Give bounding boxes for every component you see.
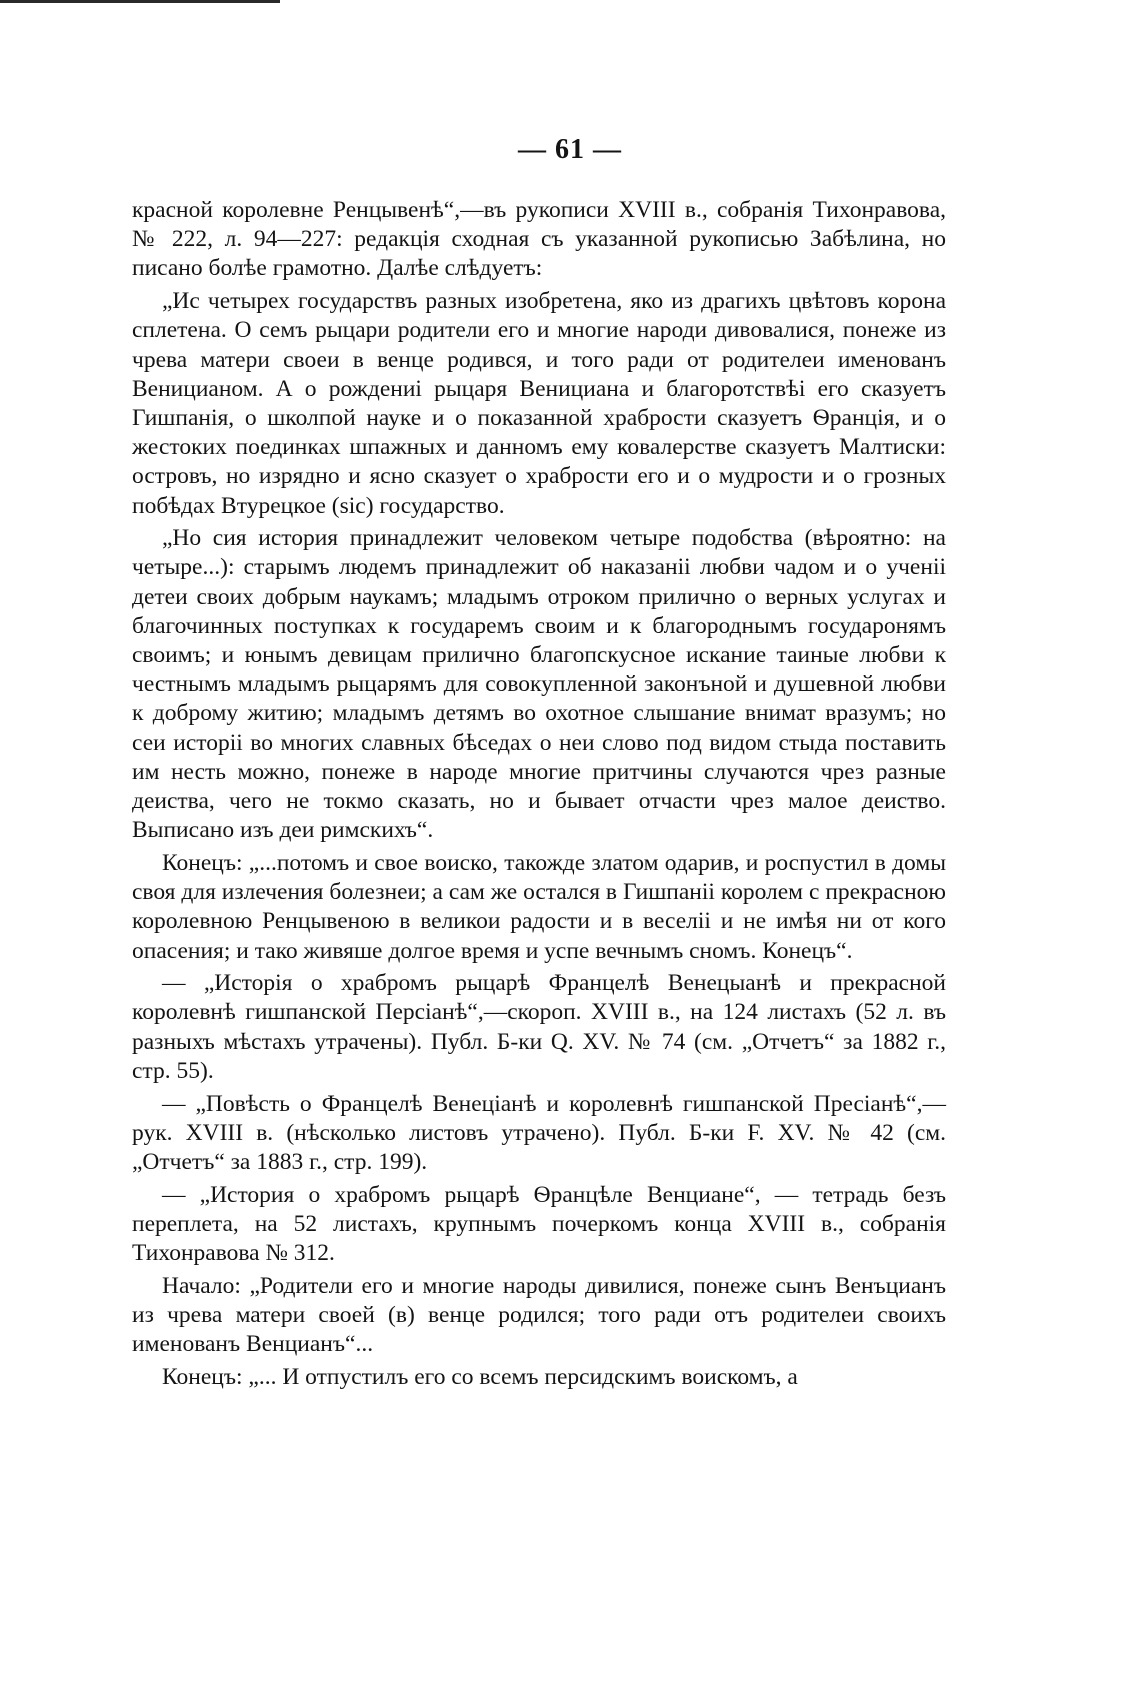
paragraph-quote-moral: „Но сия история принадлежит человеком четыре подобства (вѣроятно: на четыре...): старымъ людемъ принадлежит об наказаніі любви чадом и о ученіі детеи своих добрым наукамъ; младымъ отроком прилично о верных услугах и благочинных поступках к государемъ своим и к благороднымъ государонямъ своимъ; и юнымъ девицам прилично благопскусное искание таиные любви к честнымъ младымъ рыцарямъ для совокупленной законъной и душевной любви к доброму житию; младымъ детямъ во охотное слышание внимат вразумъ; но сеи исторіі во многих славных бѣседах о неи слово под видом стыда поставить им несть можно, понеже в народе многие притчины случаются чрез разные деиства, чего не токмо сказать, но и бывает отчасти чрез малое деиство. Выписано изъ деи римскихъ“. (132, 525, 946, 844)
paragraph-ending: Конецъ: „...потомъ и свое воиско, такожде златом одарив, и роспустил в домы своя для излечения болезнеи; а сам же остался в Гишпаніі королем с прекрасною королевною Ренцывеною в великои радости и в веселіі и не имѣя ни от кого опасения; и тако живяше долгое время и успе вечнымъ сномъ. Конецъ“. (132, 849, 946, 964)
paragraph-continuation: красной королевне Ренцывенѣ“,—въ рукописи XVIII в., собранія Тихонравова, № 222, л. 94—227: редакція сходная съ указанной рукописью Забѣлина, но писано болѣе грамотно. Далѣе слѣдуетъ: (132, 197, 946, 282)
paragraph-manuscript-3: — „История о храбромъ рыцарѣ Ѳранцѣле Венциане“, — тетрадь безъ переплета, на 52 листахъ, крупнымъ почеркомъ конца XVIII в., собранія Тихонравова № 312. (132, 1181, 946, 1267)
top-rule (0, 0, 280, 3)
paragraph-quote-intro: „Ис четырех государствъ разных изобретена, яко из драгихъ цвѣтовъ корона сплетена. О семъ рыцари родители его и многие народи дивовалися, понеже из чрева матери своеи в венце родився, и того ради от родителеи именованъ Венициaном. А о рождениі рыцаря Венициана и благоротствѣі его сказуетъ Гишпанія, о школпой науке и о показанной храбрости сказуетъ Ѳранція, и о жестоких поединках шпажных и данномъ ему ковалерстве сказуетъ Малтиски: островъ, но изрядно и ясно сказует о храбрости его и о мудрости и о грозных побѣдах Втурецкое (sic) государство. (132, 288, 946, 519)
paragraph-manuscript-2: — „Повѣсть о Францелѣ Венеціанѣ и королевнѣ гишпанской Пресіанѣ“,—рук. XVIII в. (нѣсколько листовъ утрачено). Публ. Б-ки F. XV. № 42 (см. „Отчетъ“ за 1883 г., стр. 199). (132, 1090, 946, 1175)
paragraph-beginning: Начало: „Родители его и многие народы дивилися, понеже сынъ Венъцианъ из чрева матери своей (в) венце родился; того ради отъ родителеи своихъ именованъ Венциaнъ“... (132, 1272, 946, 1358)
paragraph-final-ending: Конецъ: „... И отпустилъ его со всемъ персидскимъ воискомъ, а (162, 1363, 798, 1390)
paragraph-manuscript-1: — „Исторія о храбромъ рыцарѣ Францелѣ Венецыанѣ и прекрасной королевнѣ гишпанской Персіанѣ“,—скороп. XVIII в., на 124 листахъ (52 л. въ разныхъ мѣстахъ утрачены). Публ. Б-ки Q. XV. № 74 (см. „Отчетъ“ за 1882 г., стр. 55). (132, 970, 946, 1084)
main-text (132, 196, 946, 1396)
page-number: — 61 — (518, 134, 622, 165)
